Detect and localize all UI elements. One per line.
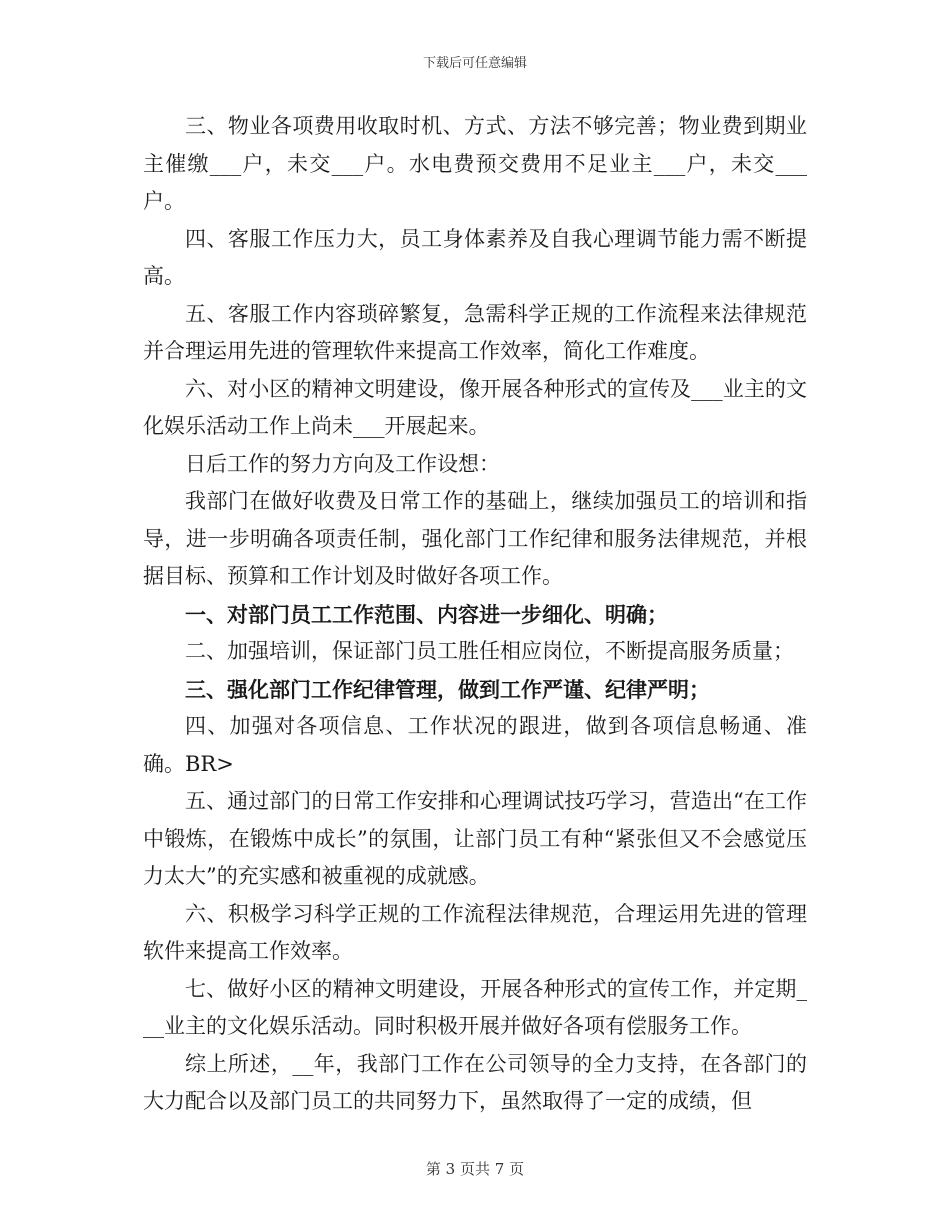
paragraph: 四、客服工作压力大，员工身体素养及自我心理调节能力需不断提高。 [143,226,807,288]
plan-item-5: 五、通过部门的日常工作安排和心理调试技巧学习，营造出“在工作中锻炼，在锻炼中成长”的氛围，让部门员工有种“紧张但又不会感觉压力太大”的充实感和被重视的成就感。 [143,789,807,888]
plan-item-7: 七、做好小区的精神文明建设，开展各种形式的宣传工作，并定期___业主的文化娱乐活动。同时积极开展并做好各项有偿服务工作。 [143,976,807,1038]
page-footer: 第 3 页共 7 页 [425,1160,525,1178]
paragraph: 五、客服工作内容琐碎繁复，急需科学正规的工作流程来法律规范并合理运用先进的管理软件来提高工作效率，简化工作难度。 [143,301,807,363]
plan-item-6: 六、积极学习科学正规的工作流程法律规范，合理运用先进的管理软件来提高工作效率。 [143,901,807,963]
plan-item-4: 四、加强对各项信息、工作状况的跟进，做到各项信息畅通、准确。BR> [143,714,807,776]
paragraph: 六、对小区的精神文明建设，像开展各种形式的宣传及___业主的文化娱乐活动工作上尚未___开展起来。 [143,376,807,438]
document-body [143,108,807,1121]
page-header: 下载后可任意编辑 [422,56,527,71]
plan-item-3: 三、强化部门工作纪律管理，做到工作严谨、纪律严明； [185,676,710,702]
section-heading: 日后工作的努力方向及工作设想： [185,451,500,476]
plan-item-1: 一、对部门员工工作范围、内容进一步细化、明确； [185,601,668,627]
summary-paragraph: 综上所述，__年，我部门工作在公司领导的全力支持，在各部门的大力配合以及部门员工的共同努力下，虽然取得了一定的成绩，但 [143,1051,807,1113]
paragraph: 三、物业各项费用收取时机、方式、方法不够完善；物业费到期业主催缴___户，未交___户。水电费预交费用不足业主___户，未交___户。 [143,114,807,213]
paragraph: 我部门在做好收费及日常工作的基础上，继续加强员工的培训和指导，进一步明确各项责任制，强化部门工作纪律和服务法律规范，并根据目标、预算和工作计划及时做好各项工作。 [143,489,807,588]
plan-item-2: 二、加强培训，保证部门员工胜任相应岗位，不断提高服务质量； [185,639,794,663]
